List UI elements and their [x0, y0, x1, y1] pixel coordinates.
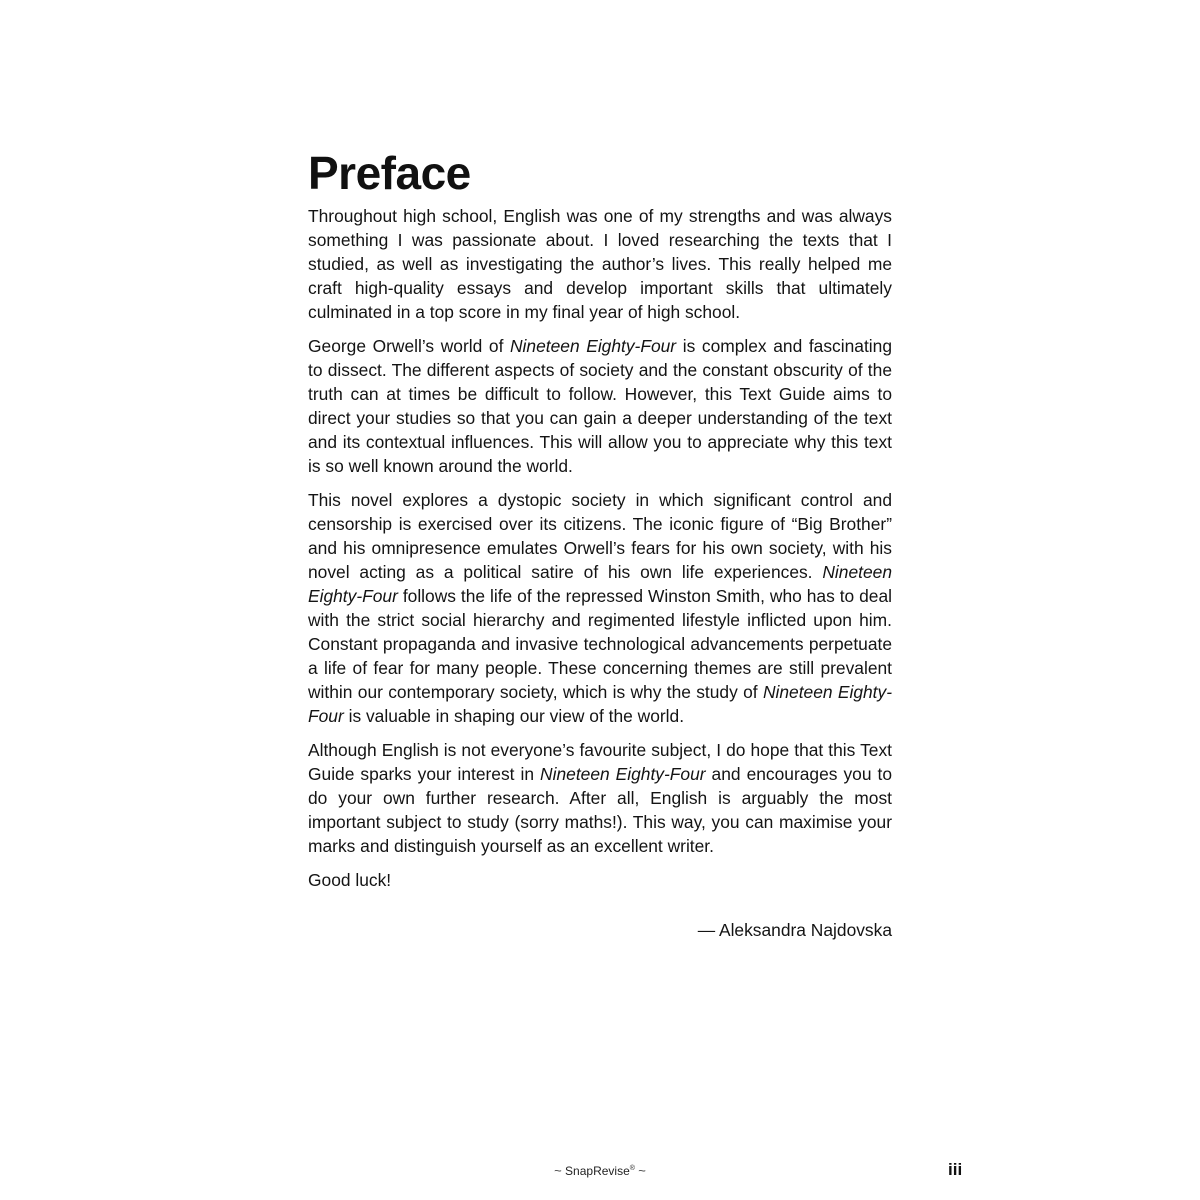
page-number: iii [948, 1160, 963, 1179]
paragraph-text: This novel explores a dystopic society in which significant control and censorship is exercised over its citizens. The iconic figure of “Big Brother” and his omnipresence emulates Orwell’s fears for his own society, with his novel acting as a political satire of his own life experiences. [308, 490, 892, 582]
body-paragraph [308, 738, 892, 858]
registered-mark: ® [629, 1165, 635, 1172]
author-signature: — Aleksandra Najdovska [697, 920, 892, 940]
book-title-italic: Nineteen Eighty-Four [540, 764, 706, 784]
book-title-italic: Nineteen Eighty-Four [510, 336, 677, 356]
page-content [308, 146, 892, 942]
tilde-ornament-right: ~ [638, 1163, 646, 1178]
paragraph-text: follows the life of the repressed Winston Smith, who has to deal with the strict social hierarchy and regimented lifestyle inflicted upon him. Constant propaganda and invasive technological advancements perpetuate a life of fear for many people. These concerning themes are still prevalent within our contemporary society, which is why the study of [308, 586, 892, 702]
body-paragraph [308, 334, 892, 478]
brand-name: SnapRevise [565, 1164, 630, 1178]
book-title-italic: Nineteen Eighty-Four [308, 682, 892, 726]
page-title: Preface [308, 147, 471, 199]
paragraph-text: George Orwell’s world of [308, 336, 510, 356]
body-paragraph [308, 204, 892, 324]
closing-line: Good luck! [308, 870, 392, 890]
footer-brand [0, 1163, 1200, 1178]
paragraph-text: is valuable in shaping our view of the world. [343, 706, 685, 726]
paragraph-text: Although English is not everyone’s favourite subject, I do hope that this Text Guide sparks your interest in [308, 740, 892, 784]
paragraph-text: is complex and fascinating to dissect. The different aspects of society and the constant obscurity of the truth can at times be difficult to follow. However, this Text Guide aims to direct your studies so that you can gain a deeper understanding of the text and its contextual influences. This will allow you to appreciate why this text is so well known around the world. [308, 336, 892, 476]
tilde-ornament-left: ~ [554, 1163, 562, 1178]
paragraph-text: Throughout high school, English was one of my strengths and was always something I was passionate about. I loved researching the texts that I studied, as well as investigating the author’s lives. This really helped me craft high-quality essays and develop important skills that ultimately culminated in a top score in my final year of high school. [308, 206, 892, 322]
paragraph-text: and encourages you to do your own further research. After all, English is arguably the most important subject to study (sorry maths!). This way, you can maximise your marks and distinguish yourself as an excellent writer. [308, 764, 892, 856]
paragraph-list [308, 204, 892, 858]
book-title-italic: Nineteen Eighty-Four [308, 562, 892, 606]
body-paragraph [308, 488, 892, 728]
